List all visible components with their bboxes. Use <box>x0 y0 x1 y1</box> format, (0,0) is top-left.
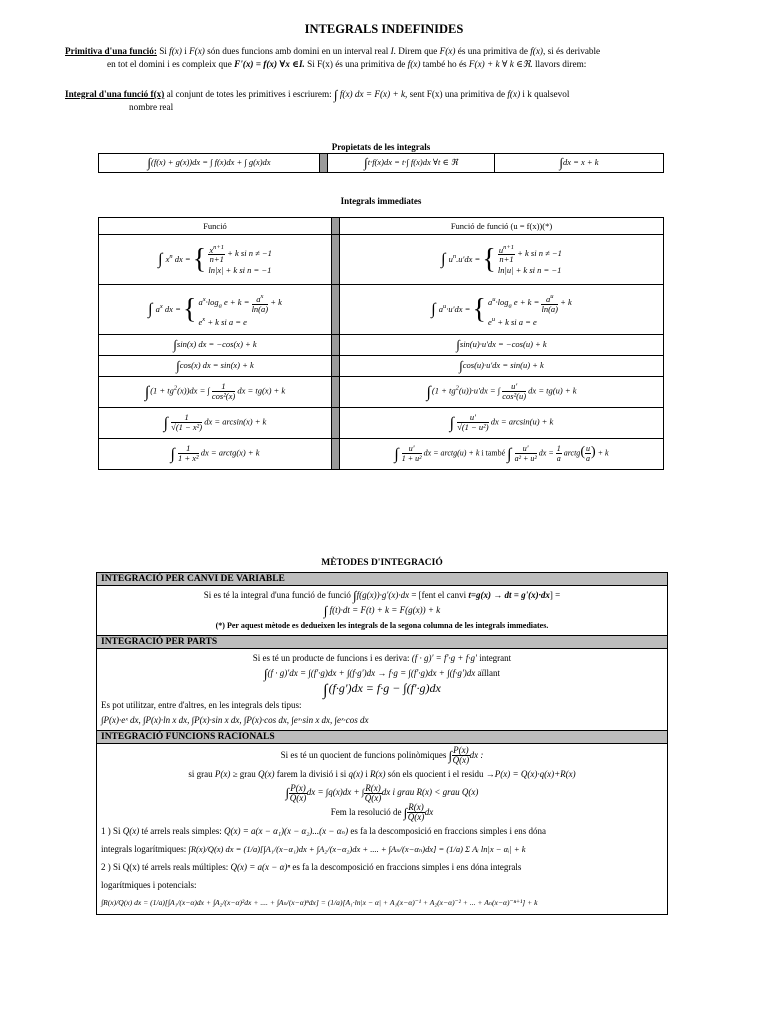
integral-paragraph <box>65 88 715 114</box>
integral-sign-icon: ∫ <box>323 603 328 618</box>
frac-num: P(x) <box>290 782 306 793</box>
racionals-math: Q(x) <box>258 769 275 780</box>
tan-result: dx = tg(u) + k <box>528 385 577 396</box>
frac-den: √(1 − u²) <box>457 422 489 433</box>
racionals-math: P(x) = Q(x)·q(x)+R(x) <box>494 769 576 780</box>
canvi-header: INTEGRACIÓ PER CANVI DE VARIABLE <box>97 573 668 586</box>
arctg-integral <box>99 439 332 470</box>
canvi-result: f(t)·dt = F(t) + k = F(g(x)) + k <box>329 605 441 615</box>
primitiva-text: Si F(x) és una primitiva de <box>304 59 408 69</box>
integral-sign-icon: ∫ <box>333 87 338 102</box>
frac-den: a² + u² <box>514 454 537 464</box>
fx-symbol: f(x) <box>530 46 543 56</box>
power-integral <box>99 235 332 285</box>
integral-sign-icon: ∫ <box>285 785 290 801</box>
exp-case-text: e + k = <box>221 296 250 307</box>
parts-integration: (f · g)'dx = ∫(f'·g)dx + ∫(f·g')dx → f·g = ∫(f'·g)dx + ∫(f·g')dx <box>267 668 476 678</box>
tan-exponent: 2 <box>173 384 178 392</box>
parts-body <box>97 649 668 731</box>
case-tail: + k si n ≠ −1 <box>227 247 272 258</box>
frac-num: x <box>209 244 214 255</box>
parts-usage-text: Es pot utilitzar, entre d'altres, en les integrals dels tipus: <box>101 700 302 710</box>
sin-integral <box>99 335 332 356</box>
tan-text: (1 + tg <box>150 385 174 396</box>
frac-num: u' <box>457 413 488 423</box>
exp-e-exponent: u <box>491 315 496 323</box>
frac-num-exponent: n+1 <box>213 243 225 251</box>
power-base: x <box>165 253 170 264</box>
parts-derivative: (f · g)' = f'·g + f·g' <box>411 653 477 663</box>
primitiva-label: Primitiva d'una funció: <box>65 46 157 56</box>
col-header-funcio-de-funcio: Funció de funció (u = f(x))(*) <box>340 218 664 235</box>
left-brace-icon: { <box>482 243 496 275</box>
parts-formula: (f·g')dx = f·g − ∫(f'·g)dx <box>328 681 441 695</box>
property-dx-formula: dx = x + k <box>563 157 599 167</box>
primitiva-text: també ho és <box>420 59 469 69</box>
racionals-math: dx = ∫q(x)dx + ∫ <box>306 787 365 798</box>
integral-sign-icon: ∫ <box>449 414 455 432</box>
racionals-text: 2 ) Si Q(x) té arrels reals múltiples: <box>101 862 231 873</box>
exp-exponent: x <box>159 302 163 310</box>
frac-num-exponent: x <box>260 292 264 300</box>
integral-formula: f(x) dx = F(x) + k <box>339 89 406 99</box>
racionals-math: q(x) <box>348 769 364 780</box>
col-header-funcio: Funció <box>99 218 332 235</box>
primitiva-text: Si <box>156 46 170 56</box>
racionals-text: 1 ) Si <box>101 826 123 837</box>
canvi-note: (*) Per aquest mètode es dedueixen les integrals de la segona columna de les integrals immediates. <box>215 621 549 630</box>
frac-num: R(x) <box>365 782 381 793</box>
column-separator <box>332 218 340 235</box>
integral-sign-icon: ∫ <box>176 358 180 373</box>
primitiva-text: és una primitiva de <box>455 46 531 56</box>
frac-den: Q(x) <box>452 755 470 766</box>
power-dx: dx = <box>172 253 191 264</box>
parts-text: aïllant <box>475 668 501 678</box>
integral-sign-icon: ∫ <box>148 301 153 319</box>
primitiva-text: , si és derivable <box>542 46 601 56</box>
property-scalar-formula: t·f(x)dx = t·∫ f(x)dx ∀t ∈ ℜ <box>367 157 458 167</box>
tan-exponent: 2 <box>455 384 459 392</box>
fx-symbol: f(x) <box>407 59 421 69</box>
integral-sign-icon: ∫ <box>364 155 368 170</box>
racionals-text: té arrels reals simples: <box>139 826 224 837</box>
tan-text: (u))·u'dx = ∫ <box>458 385 501 396</box>
exp-case-log-base: a <box>218 302 222 310</box>
tan-chain-integral <box>340 377 664 408</box>
cos-chain-integral <box>340 356 664 377</box>
integral-text: , sent F(x) una primitiva de <box>405 89 508 99</box>
racionals-math: dx i grau R(x) < grau Q(x) <box>381 787 479 798</box>
frac-num: 1 <box>212 382 235 392</box>
left-brace-icon: { <box>182 293 197 325</box>
power-cases <box>498 243 562 277</box>
immediate-header: Integrals immediates <box>340 196 422 206</box>
racionals-math: Q(x) = a(x − α)ⁿ <box>230 862 291 873</box>
exp-dx: dx = <box>162 303 181 314</box>
case-tail: + k si a = e <box>495 316 537 327</box>
integral-sign-icon: ∫ <box>263 666 268 681</box>
frac-num: R(x) <box>408 802 424 813</box>
primitiva-text: en tot el domini i es compleix que <box>107 59 235 69</box>
power-exponent: n <box>169 252 173 260</box>
integral-sign-icon: ∫ <box>441 251 446 269</box>
arctg-result: dx = arctg(u) + k <box>423 448 480 458</box>
fx-symbol: f(x) <box>169 46 182 56</box>
exp-integral <box>99 285 332 335</box>
racionals-text: si grau <box>188 769 215 780</box>
integral-sign-icon: ∫ <box>459 358 463 373</box>
sin-formula: sin(x) dx = −cos(x) + k <box>176 339 257 349</box>
integral-sign-icon: ∫ <box>170 445 175 463</box>
frac-num: 1 <box>171 413 202 423</box>
page-title: INTEGRALS INDEFINIDES <box>304 22 464 36</box>
racionals-text: i <box>363 769 371 780</box>
cos-integral <box>99 356 332 377</box>
integral-sign-icon: ∫ <box>559 155 563 170</box>
left-brace-icon: { <box>472 293 486 325</box>
frac-den: n+1 <box>209 254 224 265</box>
arctg-chain-integral <box>340 439 664 470</box>
tan-result: dx = tg(x) + k <box>237 385 286 396</box>
integral-sign-icon: ∫ <box>144 383 150 401</box>
racionals-math: dx <box>424 806 434 817</box>
frac-num: a <box>256 293 261 304</box>
exp-e: e <box>488 316 492 327</box>
also-text: i també <box>479 448 508 458</box>
column-separator <box>332 408 340 439</box>
racionals-text: integrals logarítmiques: <box>101 844 189 855</box>
integral-sign-icon: ∫ <box>353 588 357 603</box>
right-paren-icon: ) <box>590 444 596 460</box>
exp-case-log: ·log <box>205 296 219 307</box>
frac-den: a <box>556 454 561 464</box>
arcsin-result: dx = arcsin(u) + k <box>490 416 554 427</box>
power-cases <box>208 243 272 277</box>
racionals-text: Fem la resolució de <box>330 806 404 817</box>
property-dx <box>495 154 664 173</box>
arcsin-integral <box>99 408 332 439</box>
integral-sign-icon: ∫ <box>403 804 408 820</box>
cos-formula: cos(x) dx = sin(x) + k <box>179 360 254 370</box>
frac-den: √(1 − x²) <box>171 422 203 433</box>
left-brace-icon: { <box>192 243 207 275</box>
case-tail: + k si a = e <box>205 316 247 327</box>
racionals-text: logarítmiques i potencials: <box>101 880 197 891</box>
integral-text: i k qualsevol <box>520 89 570 99</box>
sin-chain-formula: sin(u)·u'dx = −cos(u) + k <box>459 339 547 349</box>
racionals-math: R(x) <box>370 769 386 780</box>
column-separator <box>332 439 340 470</box>
tan-integral <box>99 377 332 408</box>
immediate-table <box>98 217 664 470</box>
canvi-text: ] = <box>549 590 561 600</box>
racionals-math: Q(x) = a(x − α₁)(x − α₂)...(x − αₙ) <box>224 826 349 837</box>
racionals-text: grau <box>237 769 259 780</box>
frac-num: 1 <box>178 444 199 454</box>
racionals-power-formula: ∫R(x)/Q(x) dx = (1/a)[∫A₁/(x−α)dx + ∫A₂/(x−α)²dx + .... + ∫Aₙ/(x−α)ⁿdx] = (1/a)[A₁·ln|x − α| + A₁(x−α)⁻¹ + A₂(x−α)⁻² + ... + Aₙ(x−α)⁻ⁿ⁺¹] + k <box>101 898 538 908</box>
primitiva-text: són dues funcions amb domini en un interval real <box>204 46 391 56</box>
integral-sign-icon: ∫ <box>426 383 431 401</box>
frac-num: a <box>545 293 551 304</box>
methods-table <box>96 572 668 915</box>
integral-sign-icon: ∫ <box>448 748 453 763</box>
frac-den: Q(x) <box>364 792 382 803</box>
fx-symbol: f(x) <box>507 89 521 99</box>
interval-symbol: I. <box>390 46 396 56</box>
frac-num: u' <box>402 444 422 454</box>
racionals-math: P(x) ≥ <box>214 769 238 780</box>
exp-base: a <box>438 303 444 314</box>
exp-dx: ·u'dx = <box>446 303 471 314</box>
exp-case-log-base: a <box>508 302 512 310</box>
power-dx: .u'dx = <box>456 253 481 264</box>
frac-den: cos²(x) <box>211 391 236 402</box>
integral-label: Integral d'una funció f(x) <box>65 89 165 99</box>
racionals-math: Q(x) <box>122 826 140 837</box>
case-tail: + k <box>270 296 282 307</box>
exp-case-base: a <box>488 296 493 307</box>
integral-sign-icon: ∫ <box>147 155 151 170</box>
frac-den: a <box>585 454 590 464</box>
arctg-result: dx = arctg(x) + k <box>200 447 260 458</box>
arctg-text: dx = <box>538 448 554 458</box>
case-log: ln|u| + k si n = −1 <box>497 265 562 276</box>
properties-table <box>98 141 664 173</box>
frac-den: n+1 <box>499 254 514 265</box>
property-sum-formula: (f(x) + g(x))dx = ∫ f(x)dx + ∫ g(x)dx <box>151 157 271 167</box>
canvi-text: Si es té la <box>203 590 241 600</box>
canvi-text: integral d'una funció de funció <box>240 590 351 600</box>
parts-usage-types: ∫P(x)·eˣ dx, ∫P(x)·ln x dx, ∫P(x)·sin x dx, ∫P(x)·cos dx, ∫eˣ·sin x dx, ∫eˣ·cos dx <box>101 715 369 725</box>
frac-num: 1 <box>556 444 561 454</box>
exp-base: a <box>155 303 160 314</box>
frac-den: ln(a) <box>251 303 269 314</box>
frac-den: 1 + x² <box>178 453 199 464</box>
primitiva-text: Direm que <box>396 46 440 56</box>
tan-text: (1 + tg <box>431 385 456 396</box>
power-chain-integral <box>340 235 664 285</box>
power-base: u <box>448 253 453 264</box>
exp-exponent: u <box>443 302 447 310</box>
column-separator <box>332 285 340 335</box>
racionals-text: Si es té un quocient de funcions polinòmiques <box>280 750 449 760</box>
column-separator <box>332 377 340 408</box>
Fx-symbol: F(x) <box>439 46 456 56</box>
property-scalar <box>328 154 495 173</box>
racionals-header: INTEGRACIÓ FUNCIONS RACIONALS <box>97 731 668 744</box>
canvi-substitution: t=g(x) → dt = g'(x)·dx <box>468 590 550 600</box>
frac-num: u' <box>502 382 526 392</box>
integral-text: nombre real <box>129 102 174 112</box>
racionals-body <box>97 744 668 915</box>
integral-sign-icon: ∫ <box>323 682 328 699</box>
arctg-text: + k <box>597 448 609 458</box>
integral-sign-icon: ∫ <box>507 445 512 463</box>
case-tail: + k si n ≠ −1 <box>517 247 562 258</box>
primitiva-condition: F(x) + k ∀ k ∈ℜ. <box>468 59 533 69</box>
frac-den: Q(x) <box>407 812 425 823</box>
primitiva-text: i <box>181 46 190 56</box>
cos-chain-formula: cos(u)·u'dx = sin(u) + k <box>462 360 544 370</box>
canvi-formula: f(g(x))·g'(x)·dx <box>356 590 410 600</box>
column-separator <box>332 335 340 356</box>
frac-den: Q(x) <box>289 792 307 803</box>
tan-text: (x))dx = ∫ <box>177 385 210 396</box>
parts-text: integrant <box>476 653 512 663</box>
exp-case-exponent: x <box>202 295 206 303</box>
exp-case-log: ·log <box>495 296 509 307</box>
methods-title: MÈTODES D'INTEGRACIÓ <box>321 558 443 568</box>
frac-num: u <box>498 244 504 255</box>
exp-case-base: a <box>198 296 203 307</box>
frac-num: u <box>585 444 590 454</box>
frac-den: ln(a) <box>541 303 558 314</box>
properties-header: Propietats de les integrals <box>331 142 431 152</box>
exp-case-text: e + k = <box>511 296 540 307</box>
primitiva-condition: F'(x) = f(x) ∀x ∈I. <box>234 59 305 69</box>
primitiva-text: llavors direm: <box>532 59 587 69</box>
frac-num: P(x) <box>453 745 469 756</box>
property-sum <box>99 154 320 173</box>
sin-chain-integral <box>340 335 664 356</box>
frac-num: u' <box>515 444 537 454</box>
arcsin-chain-integral <box>340 408 664 439</box>
frac-num-exponent: n+1 <box>503 243 515 251</box>
racionals-text: dx : <box>469 750 484 760</box>
Fx-symbol: F(x) <box>189 46 205 56</box>
parts-header: INTEGRACIÓ PER PARTS <box>97 636 668 649</box>
integral-sign-icon: ∫ <box>163 414 169 432</box>
integral-sign-icon: ∫ <box>456 337 460 352</box>
column-separator <box>320 154 328 173</box>
integral-sign-icon: ∫ <box>431 301 436 319</box>
arctg-text: arctg <box>563 448 581 458</box>
integral-sign-icon: ∫ <box>394 445 399 463</box>
exp-cases <box>199 292 282 328</box>
racionals-text: farem la divisió i si <box>274 769 349 780</box>
canvi-body <box>97 586 668 636</box>
exp-e: e <box>198 316 203 327</box>
exp-chain-integral <box>340 285 664 335</box>
racionals-text: es fa la descomposició en fraccions simples i ens dóna <box>348 826 547 837</box>
frac-den: cos²(u) <box>502 391 527 402</box>
exp-e-exponent: x <box>202 315 206 323</box>
frac-den: 1 + u² <box>401 454 422 464</box>
racionals-text: són els quocient i el residu → <box>385 769 495 780</box>
case-tail: + k <box>560 296 572 307</box>
column-separator <box>332 356 340 377</box>
column-separator <box>332 235 340 285</box>
canvi-text: = [fent el canvi <box>409 590 469 600</box>
racionals-text: es fa la descomposició en fraccions simples i ens dóna integrals <box>290 862 522 873</box>
integral-text: al conjunt de totes les primitives i escriurem: <box>164 89 334 99</box>
power-exponent: n <box>452 252 457 260</box>
case-log: ln|x| + k si n = −1 <box>208 265 272 276</box>
exp-case-exponent: u <box>492 295 496 303</box>
left-paren-icon: ( <box>580 444 585 460</box>
racionals-log-formula: ∫R(x)/Q(x) dx = (1/a)[∫A₁/(x−α₁)dx + ∫A₂/(x−α₂)dx + .... + ∫Aₙ/(x−αₙ)dx] = (1/a) Σ Aᵢ ln|x − αᵢ| + k <box>188 844 526 855</box>
integral-sign-icon: ∫ <box>173 337 177 352</box>
primitiva-paragraph <box>65 45 715 71</box>
integral-sign-icon: ∫ <box>158 251 163 269</box>
arcsin-result: dx = arcsin(x) + k <box>204 416 267 427</box>
exp-cases <box>488 292 572 328</box>
parts-text: Si es té un producte de funcions i es deriva: <box>252 653 412 663</box>
frac-num-exponent: u <box>550 292 554 300</box>
